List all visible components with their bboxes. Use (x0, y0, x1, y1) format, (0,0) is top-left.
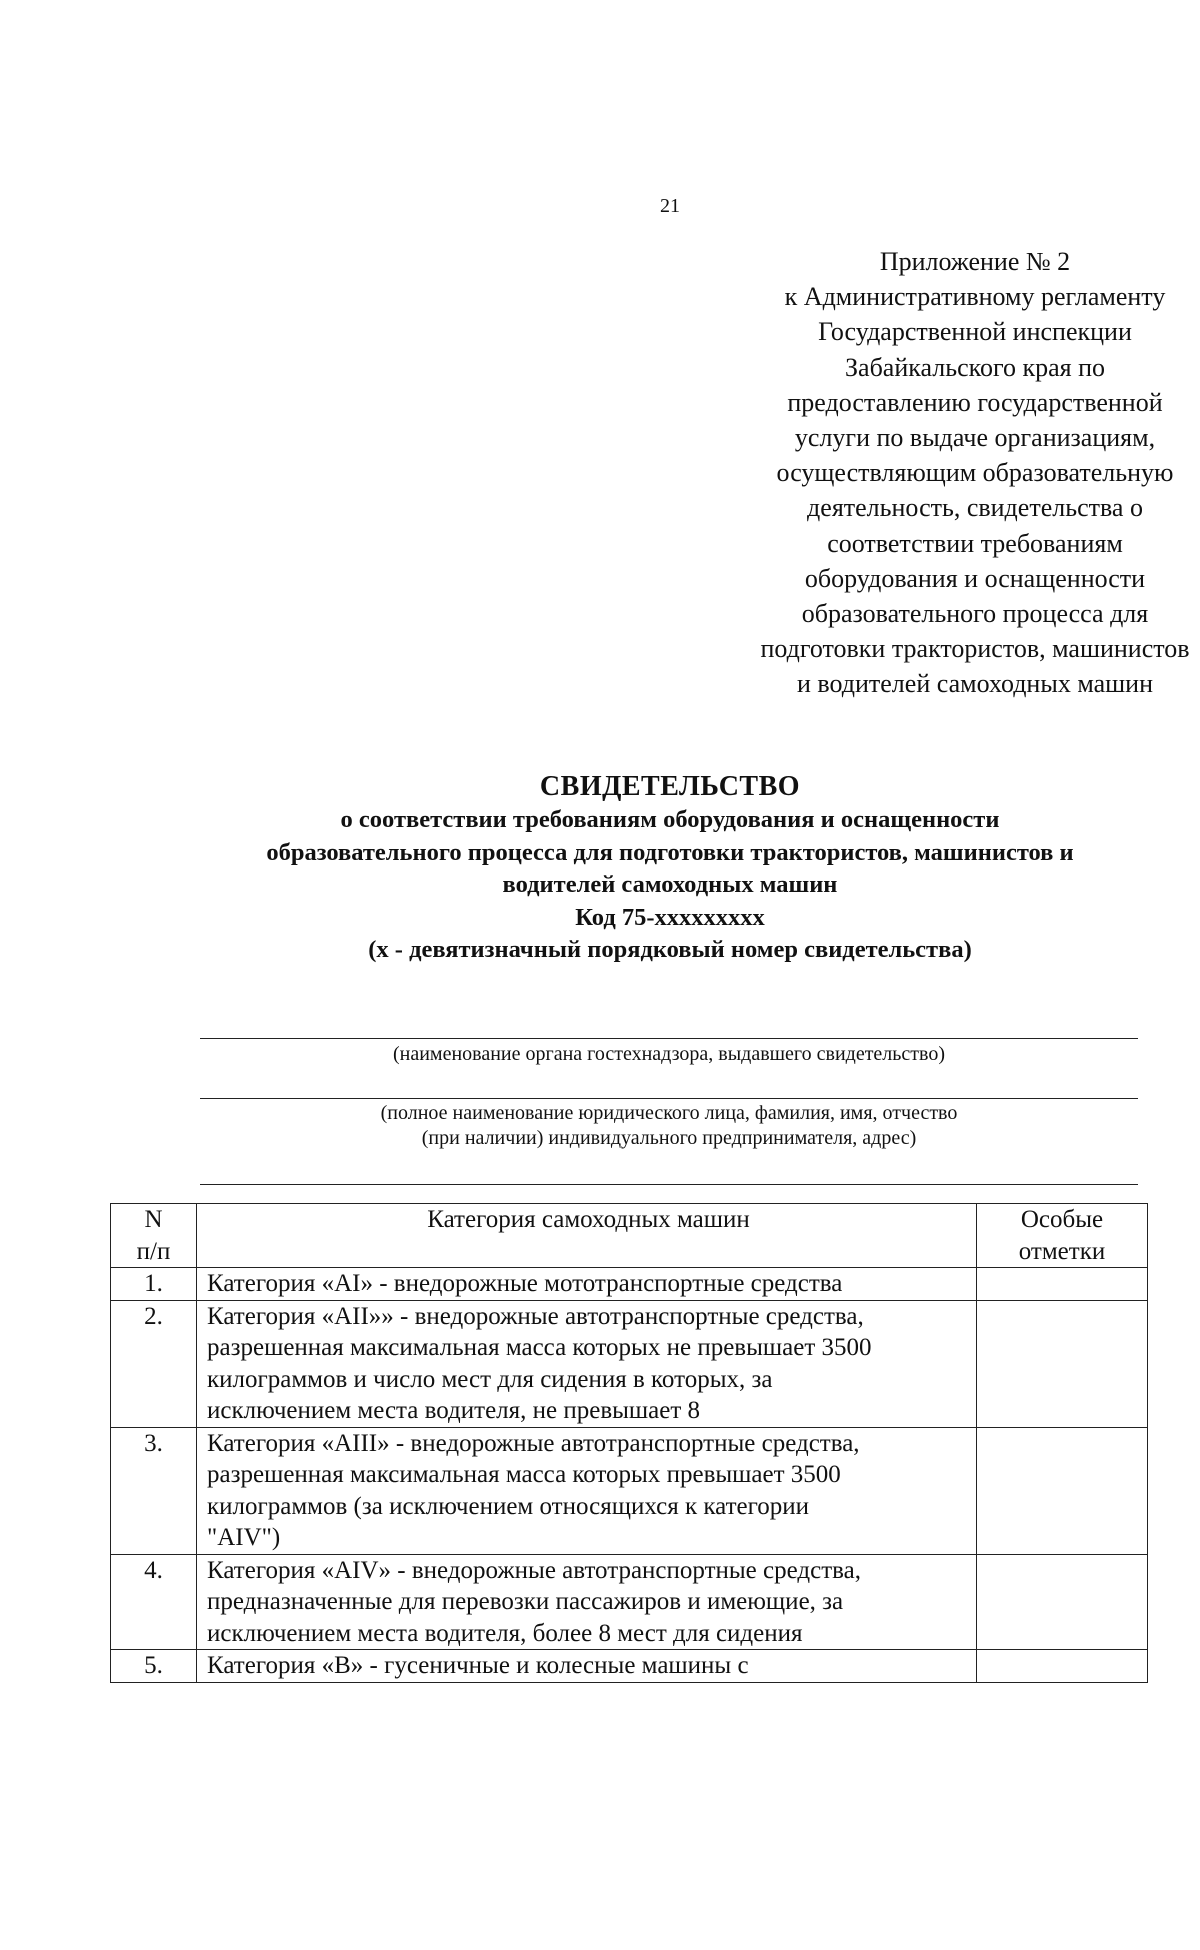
appendix-line: деятельность, свидетельства о (807, 493, 1143, 523)
header-number-line: п/п (136, 1237, 171, 1265)
appendix-header (660, 244, 1200, 702)
header-marks (977, 1204, 1148, 1268)
header-marks-line: отметки (1018, 1237, 1106, 1265)
table-row (111, 1554, 1148, 1650)
row-marks (977, 1268, 1148, 1301)
row-category (197, 1427, 977, 1554)
appendix-line: Приложение № 2 (879, 247, 1071, 276)
table-row (111, 1427, 1148, 1554)
row-category-line: исключением места водителя, не превышает 8 (207, 1397, 701, 1424)
row-category-line: Категория «AIV» - внедорожные автотранспортные средства, (207, 1556, 861, 1584)
appendix-line: осуществляющим образовательную (776, 458, 1174, 488)
row-category-line: "AIV") (207, 1524, 281, 1551)
authority-name-line (200, 1038, 1138, 1039)
appendix-line: Забайкальского края по (845, 352, 1105, 382)
table-row (111, 1300, 1148, 1427)
appendix-line: предоставлению государственной (787, 387, 1163, 417)
row-category-line: Категория «AI» - внедорожные мототранспортные средства (207, 1270, 843, 1297)
page-number: 21 (660, 195, 680, 217)
address-line (200, 1184, 1138, 1185)
row-category-line: разрешенная максимальная масса которых не превышает 3500 (207, 1334, 872, 1361)
certificate-heading (0, 770, 1200, 967)
appendix-line: Государственной инспекции (818, 317, 1132, 347)
row-category (197, 1300, 977, 1427)
row-category (197, 1268, 977, 1301)
entity-caption-line: (при наличии) индивидуального предпринимателя, адрес) (421, 1127, 917, 1149)
table-row (111, 1268, 1148, 1301)
row-category-line: разрешенная максимальная масса которых превышает 3500 (207, 1461, 841, 1488)
row-number: 1. (111, 1268, 197, 1301)
appendix-line: и водителей самоходных машин (797, 669, 1153, 699)
certificate-subtitle-line: образовательного процесса для подготовки трактористов, машинистов и (266, 838, 1074, 866)
appendix-line: оборудования и оснащенности (804, 563, 1146, 593)
header-marks-line: Особые (1020, 1206, 1104, 1233)
categories-table (110, 1203, 1148, 1683)
row-category-line: Категория «В» - гусеничные и колесные машины с (207, 1652, 749, 1679)
entity-name-line (200, 1098, 1138, 1099)
appendix-line: к Административному регламенту (784, 282, 1166, 312)
appendix-line: соответствии требованиям (827, 528, 1123, 558)
row-category-line: килограммов и число мест для сидения в которых, за (207, 1365, 773, 1393)
entity-caption (200, 1101, 1138, 1151)
appendix-line: подготовки трактористов, машинистов (760, 634, 1190, 664)
row-category-line: предназначенные для перевозки пассажиров и имеющие, за (207, 1588, 844, 1615)
certificate-code-note: (х - девятизначный порядковый номер свидетельства) (368, 936, 972, 963)
row-marks (977, 1650, 1148, 1683)
certificate-code: Код 75-ххххххххх (575, 903, 765, 931)
certificate-subtitle-line: о соответствии требованиям оборудования и оснащенности (340, 806, 1000, 833)
row-category-line: Категория «AIII» - внедорожные автотранспортные средства, (207, 1429, 860, 1457)
row-marks (977, 1427, 1148, 1554)
appendix-line: образовательного процесса для (801, 599, 1149, 629)
header-number (111, 1204, 197, 1268)
authority-caption: (наименование органа гостехнадзора, выдавшего свидетельство) (392, 1043, 945, 1065)
row-number: 5. (111, 1650, 197, 1683)
entity-caption-line: (полное наименование юридического лица, фамилия, имя, отчество (380, 1102, 958, 1124)
certificate-title: СВИДЕТЕЛЬСТВО (539, 771, 801, 802)
appendix-line: услуги по выдаче организациям, (794, 423, 1156, 453)
row-category-line: исключением места водителя, более 8 мест для сидения (207, 1619, 803, 1647)
row-category-line: Категория «AII»» - внедорожные автотранспортные средства, (207, 1302, 864, 1330)
row-number: 3. (111, 1427, 197, 1554)
table-row (111, 1650, 1148, 1683)
row-category (197, 1554, 977, 1650)
row-number: 4. (111, 1554, 197, 1650)
table-header-row (111, 1204, 1148, 1268)
row-category-line: килограммов (за исключением относящихся к категории (207, 1492, 809, 1520)
row-category (197, 1650, 977, 1683)
header-category: Категория самоходных машин (197, 1204, 977, 1268)
certificate-subtitle-line: водителей самоходных машин (502, 871, 838, 898)
header-number-line: N (144, 1206, 163, 1233)
row-marks (977, 1300, 1148, 1427)
row-number: 2. (111, 1300, 197, 1427)
row-marks (977, 1554, 1148, 1650)
